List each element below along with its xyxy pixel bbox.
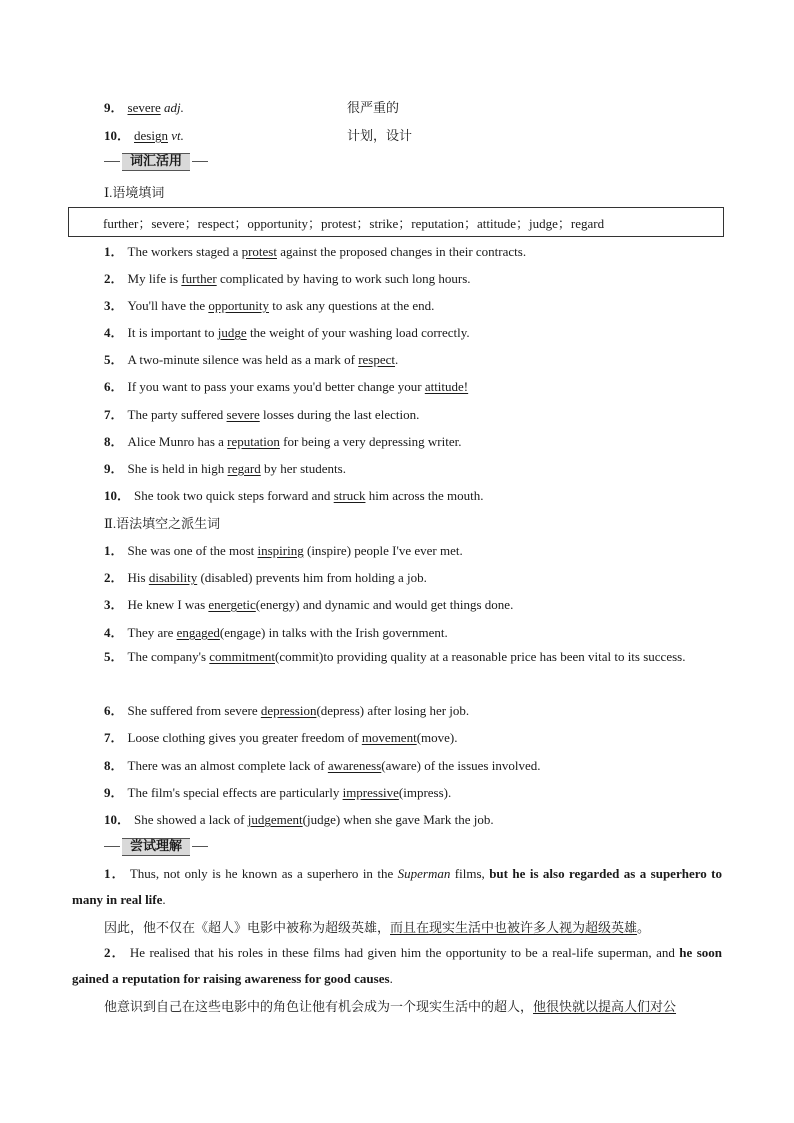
exercise-item: 7． The party suffered severe losses during the last election. (104, 407, 420, 422)
exercise-item: 2． My life is further complicated by having to work such long hours. (104, 271, 471, 286)
exercise-item: 4． It is important to judge the weight of your washing load correctly. (104, 325, 470, 340)
exercise-item: 1． The workers staged a protest against the proposed changes in their contracts. (104, 244, 527, 259)
exercise-item: 10． She showed a lack of judgement(judge) when she gave Mark the job. (104, 812, 494, 827)
comprehension-item: 2． He realised that his roles in these films had given him the opportunity to be a real-life superman, and he soon gained a reputation for raising awareness for good causes. (72, 945, 722, 986)
exercise-item: 9． The film's special effects are particularly impressive(impress). (104, 785, 452, 800)
exercise-item: 4． They are engaged(engage) in talks with the Irish government. (104, 625, 448, 640)
word-bank-text: further；severe；respect；opportunity；protest；strike；reputation；attitude；judge；regard (103, 216, 605, 231)
exercise-item: 3． You'll have the opportunity to ask any questions at the end. (104, 298, 435, 313)
vocab-item: 9． severe adj. (104, 100, 184, 115)
exercise-item: 9． She is held in high regard by her students. (104, 461, 346, 476)
exercise-item: 8． There was an almost complete lack of awareness(aware) of the issues involved. (104, 758, 541, 773)
part-title: Ⅱ.语法填空之派生词 (104, 516, 221, 531)
exercise-item: 5． A two-minute silence was held as a mark of respect. (104, 352, 399, 367)
exercise-item: 3． He knew I was energetic(energy) and dynamic and would get things done. (104, 597, 514, 612)
exercise-item: 8． Alice Munro has a reputation for being a very depressing writer. (104, 434, 462, 449)
section-banner: 尝试理解 (122, 838, 190, 856)
comprehension-translation: 他意识到自己在这些电影中的角色让他有机会成为一个现实生活中的超人，他很快就以提高人们对公 (104, 999, 677, 1014)
exercise-item: 6． If you want to pass your exams you'd better change your attitude! (104, 379, 469, 394)
comprehension-item: 1． Thus, not only is he known as a superhero in the Superman films, but he is also regarded as a superhero to many in real life. (72, 866, 722, 907)
comprehension-translation: 因此，他不仅在《超人》电影中被称为超级英雄，而且在现实生活中也被许多人视为超级英雄。 (104, 920, 651, 935)
part-title: Ⅰ.语境填词 (104, 185, 165, 200)
exercise-item: 7． Loose clothing gives you greater freedom of movement(move). (104, 730, 458, 745)
exercise-item: 10． She took two quick steps forward and struck him across the mouth. (104, 488, 484, 503)
section-banner: 词汇活用 (122, 153, 190, 171)
exercise-item: 1． She was one of the most inspiring (inspire) people I've ever met. (104, 543, 463, 558)
vocab-meaning: 计划，设计 (347, 128, 413, 143)
vocab-item: 10． design vt. (104, 128, 184, 143)
word-bank (68, 207, 724, 237)
exercise-item: 5． The company's commitment(commit)to providing quality at a reasonable price has been vital to its success. (104, 649, 686, 664)
exercise-item: 2． His disability (disabled) prevents him from holding a job. (104, 570, 427, 585)
vocab-meaning: 很严重的 (347, 100, 400, 115)
exercise-item: 6． She suffered from severe depression(depress) after losing her job. (104, 703, 470, 718)
